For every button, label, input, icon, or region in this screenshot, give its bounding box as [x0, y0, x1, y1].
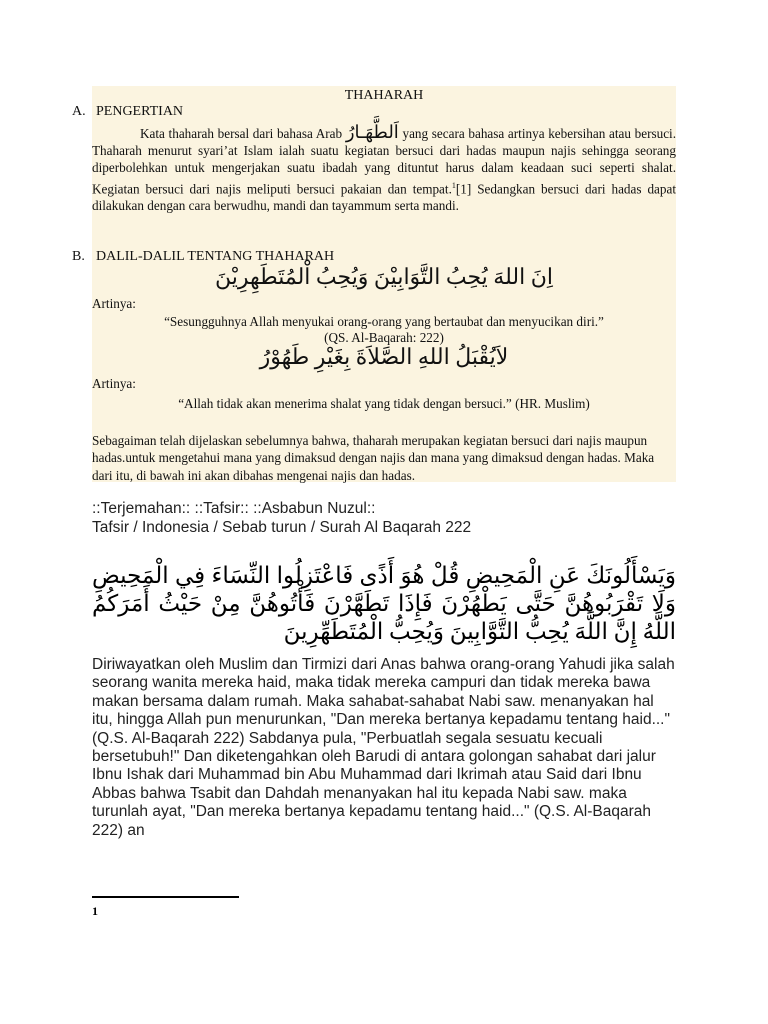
paragraph-text: Sedangkan bersuci dari hadas dapat dilakukan dengan cara berwudhu, mandi dan tayammum serta mandi. — [92, 181, 677, 214]
paragraph-text: Kata thaharah bersal dari bahasa Arab — [140, 126, 343, 141]
footnote-marker[interactable]: 1 — [451, 180, 456, 190]
closing-paragraph: Sebagaiman telah dijelaskan sebelumnya bahwa, thaharah merupakan kegiatan bersuci dari najis maupun hadas.untuk mengetahui mana yang dimaksud dengan najis dan mana yang dimaksud dengan hadas. Maka dari itu, di bawah ini akan dibahas mengenai najis dan hadas. — [92, 433, 655, 483]
surah-verse-arabic: وَيَسْأَلُونَكَ عَنِ الْمَحِيضِ قُلْ هُوَ أَذًى فَاعْتَزِلُوا النِّسَاءَ فِي الْمَحِيضِ وَلَا تَقْرَبُوهُنَّ حَتَّى يَطْهُرْنَ فَإِذَا تَطَهَّرْنَ فَأْتُوهُنَّ مِنْ حَيْثُ أَمَرَكُمُ اللَّهُ إِنَّ اللَّهَ يُحِبُّ التَّوَّابِينَ وَيُحِبُّ الْمُتَطَهِّرِينَ — [92, 563, 676, 644]
arabic-word: اَلطَّهَـارُ — [345, 122, 399, 142]
section-heading: DALIL-DALIL TENTANG THAHARAH — [96, 249, 335, 264]
web-nav-links[interactable]: ::Terjemahan:: ::Tafsir:: ::Asbabun Nuzul:: — [92, 500, 376, 517]
section-letter: A. — [72, 104, 86, 119]
footnote-number: 1 — [92, 904, 98, 918]
verse-reference: (QS. Al-Baqarah: 222) — [324, 330, 444, 345]
hadith-translation: “Allah tidak akan menerima shalat yang tidak dengan bersuci.” (HR. Muslim) — [178, 396, 590, 411]
quran-verse-arabic: اِنَ اللهَ يُحِبُ التَّوَابِيْنَ وَيُحِبُ اْلمُتَطَهِرِيْنَ — [215, 264, 553, 289]
artinya-label: Artinya: — [92, 376, 136, 391]
pengertian-paragraph — [92, 124, 676, 214]
hadith-arabic: لاَيُقْبَلُ اللهِ الصَّلاَةَ بِغَيْرِ طَهُوْرُ — [259, 344, 509, 369]
footnote-separator — [92, 896, 239, 898]
section-a-heading — [72, 104, 183, 120]
verse-translation: “Sesungguhnya Allah menyukai orang-orang yang bertaubat dan menyucikan diri.” — [164, 314, 604, 329]
footnote-bracket[interactable]: [1] — [455, 181, 472, 196]
section-letter: B. — [72, 249, 85, 264]
artinya-label: Artinya: — [92, 296, 136, 311]
asbabun-nuzul-text: Diriwayatkan oleh Muslim dan Tirmizi dari Anas bahwa orang-orang Yahudi jika salah seorang wanita mereka haid, maka tidak mereka campuri dan tidak mereka bawa makan bersama dalam rumah. Maka sahabat-sahabat Nabi saw. menanyakan hal itu, hingga Allah pun menurunkan, "Dan mereka bertanya kepadamu tentang haid..." (Q.S. Al-Baqarah 222) Sabdanya pula, "Perbuatlah segala sesuatu kecuali bersetubuh!" Dan diketengahkan oleh Barudi di antara golongan sahabat dari jalur Ibnu Ishak dari Muhammad bin Abu Muhammad dari Ikrimah atau Said dari Ibnu Abbas bahwa Tsabit dan Dahdah menanyakan hal itu kepada Nabi saw. maka turunlah ayat, "Dan mereka bertanya kepadamu tentang haid..." (Q.S. Al-Baqarah 222) an — [92, 656, 675, 839]
paragraph-text: yang secara bahasa artinya kebersihan atau bersuci. Thaharah menurut syari’at Islam ialah suatu kegiatan bersuci dari hadas maupun najis sehingga seorang diperbolehkan untuk mengerjakan suatu ibadah yang dituntut harus dalam keadaan suci seperti shalat. Kegiatan bersuci dari najis meliputi bersuci pakaian dan tempat. — [92, 126, 677, 196]
section-heading: PENGERTIAN — [96, 104, 184, 119]
breadcrumb[interactable]: Tafsir / Indonesia / Sebab turun / Surah Al Baqarah 222 — [92, 519, 472, 536]
page-title: THAHARAH — [344, 88, 424, 103]
section-b-heading — [72, 249, 334, 265]
